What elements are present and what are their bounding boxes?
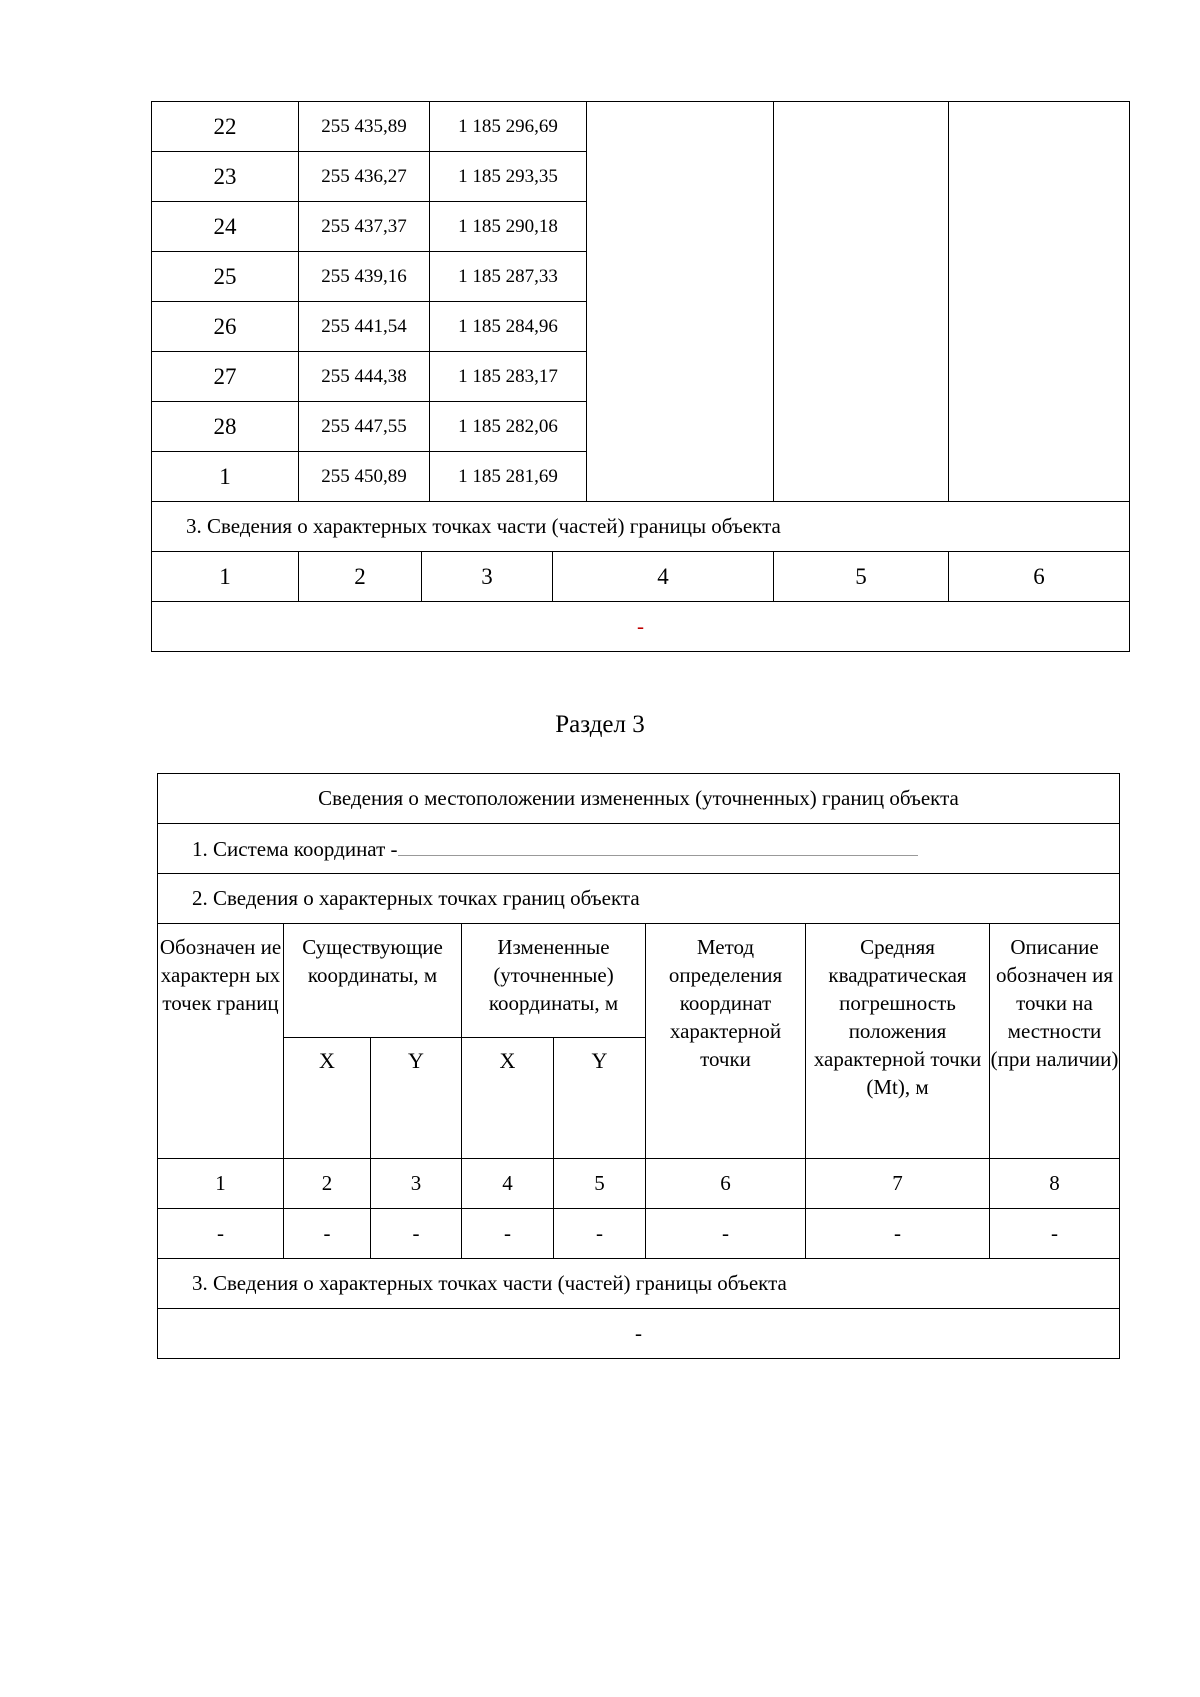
column-number: 2	[299, 552, 422, 602]
table-row	[152, 602, 1130, 652]
parts-heading: 3. Сведения о характерных точках части (частей) границы объекта	[158, 1259, 1120, 1309]
coord-x: 255 450,89	[299, 452, 430, 502]
parts-value: -	[158, 1309, 1120, 1359]
point-number: 25	[152, 252, 299, 302]
coord-x: 255 441,54	[299, 302, 430, 352]
column-number: 5	[554, 1159, 646, 1209]
changed-boundaries-table	[157, 773, 1120, 1359]
column-number: 3	[371, 1159, 462, 1209]
header-designation: Обозначен ие характерн ых точек границ	[158, 924, 284, 1159]
coord-x: 255 439,16	[299, 252, 430, 302]
coord-y: 1 185 290,18	[430, 202, 587, 252]
column-number: 7	[806, 1159, 990, 1209]
coord-x: 255 435,89	[299, 102, 430, 152]
value-cell: -	[806, 1209, 990, 1259]
parts-value: -	[152, 602, 1130, 652]
coord-y: 1 185 281,69	[430, 452, 587, 502]
value-cell: -	[462, 1209, 554, 1259]
header-method: Метод определения координат характерной точки	[646, 924, 806, 1159]
table-row	[158, 1209, 1120, 1259]
coord-system-blank	[398, 835, 918, 856]
table-row	[152, 502, 1130, 552]
coord-x: 255 437,37	[299, 202, 430, 252]
coord-y: 1 185 293,35	[430, 152, 587, 202]
point-number: 26	[152, 302, 299, 352]
header-x-existing: X	[284, 1038, 371, 1159]
point-number: 23	[152, 152, 299, 202]
coord-y: 1 185 282,06	[430, 402, 587, 452]
section-title: Раздел 3	[555, 711, 645, 738]
header-description: Описание обозначен ия точки на местности (при наличии)	[990, 924, 1120, 1159]
value-cell: -	[371, 1209, 462, 1259]
points-heading: 2. Сведения о характерных точках границ объекта	[158, 874, 1120, 924]
header-changed-coords: Измененные (уточненные) координаты, м	[462, 924, 646, 1038]
column-number: 6	[949, 552, 1130, 602]
coord-y: 1 185 296,69	[430, 102, 587, 152]
coord-system-label: 1. Система координат -	[192, 837, 398, 861]
coordinates-table-continuation	[151, 101, 1130, 652]
header-y-changed: Y	[554, 1038, 646, 1159]
column-number-row	[158, 1159, 1120, 1209]
value-cell: -	[554, 1209, 646, 1259]
column-number: 4	[462, 1159, 554, 1209]
empty-cell	[587, 102, 774, 502]
column-number: 3	[422, 552, 553, 602]
coord-x: 255 447,55	[299, 402, 430, 452]
header-x-changed: X	[462, 1038, 554, 1159]
header-existing-coords: Существующие координаты, м	[284, 924, 462, 1038]
column-number: 5	[774, 552, 949, 602]
coord-x: 255 444,38	[299, 352, 430, 402]
column-number-row	[152, 552, 1130, 602]
table-row	[152, 102, 1130, 152]
empty-cell	[774, 102, 949, 502]
column-number: 8	[990, 1159, 1120, 1209]
value-cell: -	[284, 1209, 371, 1259]
parts-heading: 3. Сведения о характерных точках части (частей) границы объекта	[152, 502, 1130, 552]
value-cell: -	[646, 1209, 806, 1259]
column-number: 6	[646, 1159, 806, 1209]
column-number: 1	[152, 552, 299, 602]
value-cell: -	[990, 1209, 1120, 1259]
header-y-existing: Y	[371, 1038, 462, 1159]
coord-system-row	[158, 824, 1120, 874]
point-number: 24	[152, 202, 299, 252]
column-number: 2	[284, 1159, 371, 1209]
header-error: Средняя квадратическая погрешность положения характерной точки (Mt), м	[806, 924, 990, 1159]
point-number: 1	[152, 452, 299, 502]
coord-y: 1 185 287,33	[430, 252, 587, 302]
point-number: 27	[152, 352, 299, 402]
point-number: 28	[152, 402, 299, 452]
column-number: 1	[158, 1159, 284, 1209]
coord-y: 1 185 284,96	[430, 302, 587, 352]
empty-cell	[949, 102, 1130, 502]
coord-y: 1 185 283,17	[430, 352, 587, 402]
point-number: 22	[152, 102, 299, 152]
coord-x: 255 436,27	[299, 152, 430, 202]
table-title: Сведения о местоположении измененных (уточненных) границ объекта	[158, 774, 1120, 824]
column-number: 4	[553, 552, 774, 602]
value-cell: -	[158, 1209, 284, 1259]
